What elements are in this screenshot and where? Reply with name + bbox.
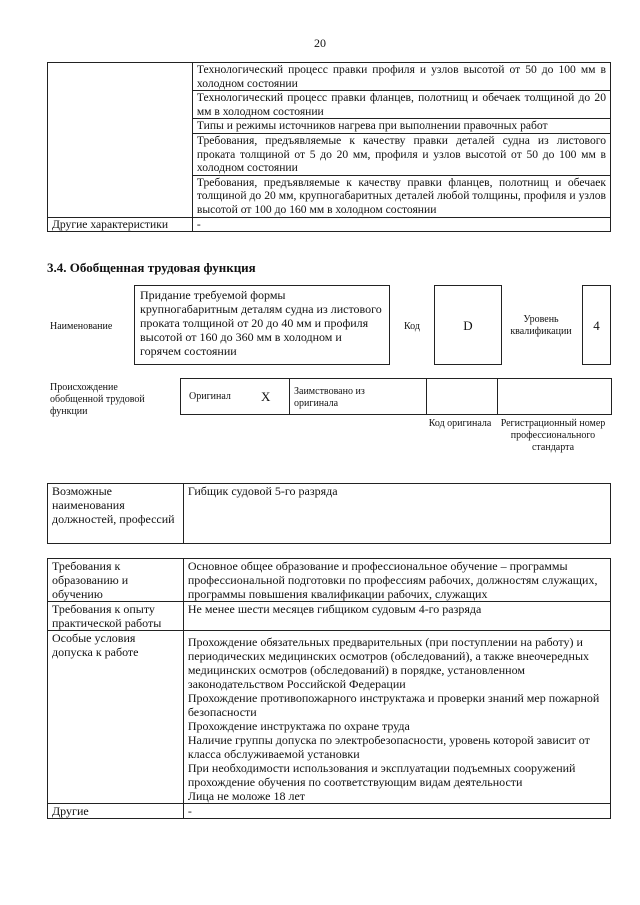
condition-item: Прохождение противопожарного инструктажа и проверки знаний мер пожарной безопасности [187,691,600,719]
other-characteristics-label: Другие характеристики [48,217,193,232]
requirement-label: Требования к опыту практической работы [48,602,184,631]
borrowed-label: Заимствовано из оригинала [294,386,365,409]
table-row [48,484,611,544]
code-value: D [463,318,473,333]
table-row [48,217,611,232]
condition-item: Прохождение обязательных предварительных (при поступлении на работу) и периодических медицинских осмотров (обследований), а также внеочередных медицинских осмотров (обследований) в порядке, установленном законодательством Российской Федерации [187,635,590,691]
table-row [48,804,611,819]
code-label: Код [404,321,420,332]
requirement-label: Требования к образованию и обучению [48,559,184,602]
code-original-caption: Код оригинала [428,418,492,429]
requirement-value [183,631,610,804]
level-label: Уровень квалификации [510,314,572,337]
table-row [48,559,611,602]
knowledge-item: Технологический процесс правки профиля и узлов высотой от 50 до 100 мм в холодном состоянии [192,63,610,91]
table-row [48,63,611,91]
knowledge-item: Требования, предъявляемые к качеству правки фланцев, полотнищ и обечаек толщиной до 20 мм, крупногабаритных деталей любой толщины, профиля и узлов высотой от 100 до 160 мм в холодном состоянии [192,175,610,217]
positions-table [47,483,611,544]
other-characteristics-value: - [192,217,610,232]
original-mark: X [261,389,271,404]
requirement-value: - [183,804,610,819]
requirement-label: Особые условия допуска к работе [48,631,184,804]
condition-item: При необходимости использования и эксплуатации подъемных сооружений прохождение обучения по соответствующим видам деятельности [187,761,576,789]
positions-value: Гибщик судовой 5-го разряда [183,484,610,544]
requirements-table [47,558,611,819]
knowledge-item: Типы и режимы источников нагрева при выполнении правочных работ [192,119,610,134]
origin-label: Происхождение обобщенной трудовой функции [50,382,145,417]
function-name-box [134,285,390,365]
requirement-value: Основное общее образование и профессиональное обучение – программы профессиональной подготовки по профессиям рабочих, должностям служащих, программы повышения квалификации рабочих, служащих [183,559,610,602]
reg-number-caption: Регистрационный номер профессионального стандарта [500,418,606,453]
knowledge-table [47,62,611,232]
name-label: Наименование [50,321,113,332]
original-label: Оригинал [189,391,231,402]
requirement-value: Не менее шести месяцев гибщиком судовым 4-го разряда [183,602,610,631]
knowledge-item: Технологический процесс правки фланцев, полотнищ и обечаек толщиной до 20 мм в холодном состоянии [192,91,610,119]
condition-item: Прохождение инструктажа по охране труда [187,719,410,733]
origin-box [180,378,612,415]
condition-item: Наличие группы допуска по электробезопасности, уровень которой зависит от класса обслуживаемой установки [187,733,590,761]
table-row [48,602,611,631]
level-box [582,285,611,365]
condition-item: Лица не моложе 18 лет [187,789,306,803]
level-value: 4 [593,318,600,333]
section-title: 3.4. Обобщенная трудовая функция [47,260,256,275]
code-box [434,285,502,365]
function-name: Придание требуемой формы крупногабаритным деталям судна из листового проката толщиной от 20 до 40 мм и профиля высотой от 160 до 360 мм в холодном и горячем состоянии [140,288,382,358]
requirement-label: Другие [48,804,184,819]
table-row [48,631,611,804]
knowledge-item: Требования, предъявляемые к качеству правки деталей судна из листового проката толщиной от 5 до 20 мм, профиля и узлов высотой от 50 до 100 мм в холодном состоянии [192,133,610,175]
page-number: 20 [314,36,326,50]
positions-label: Возможные наименования должностей, профессий [48,484,184,544]
